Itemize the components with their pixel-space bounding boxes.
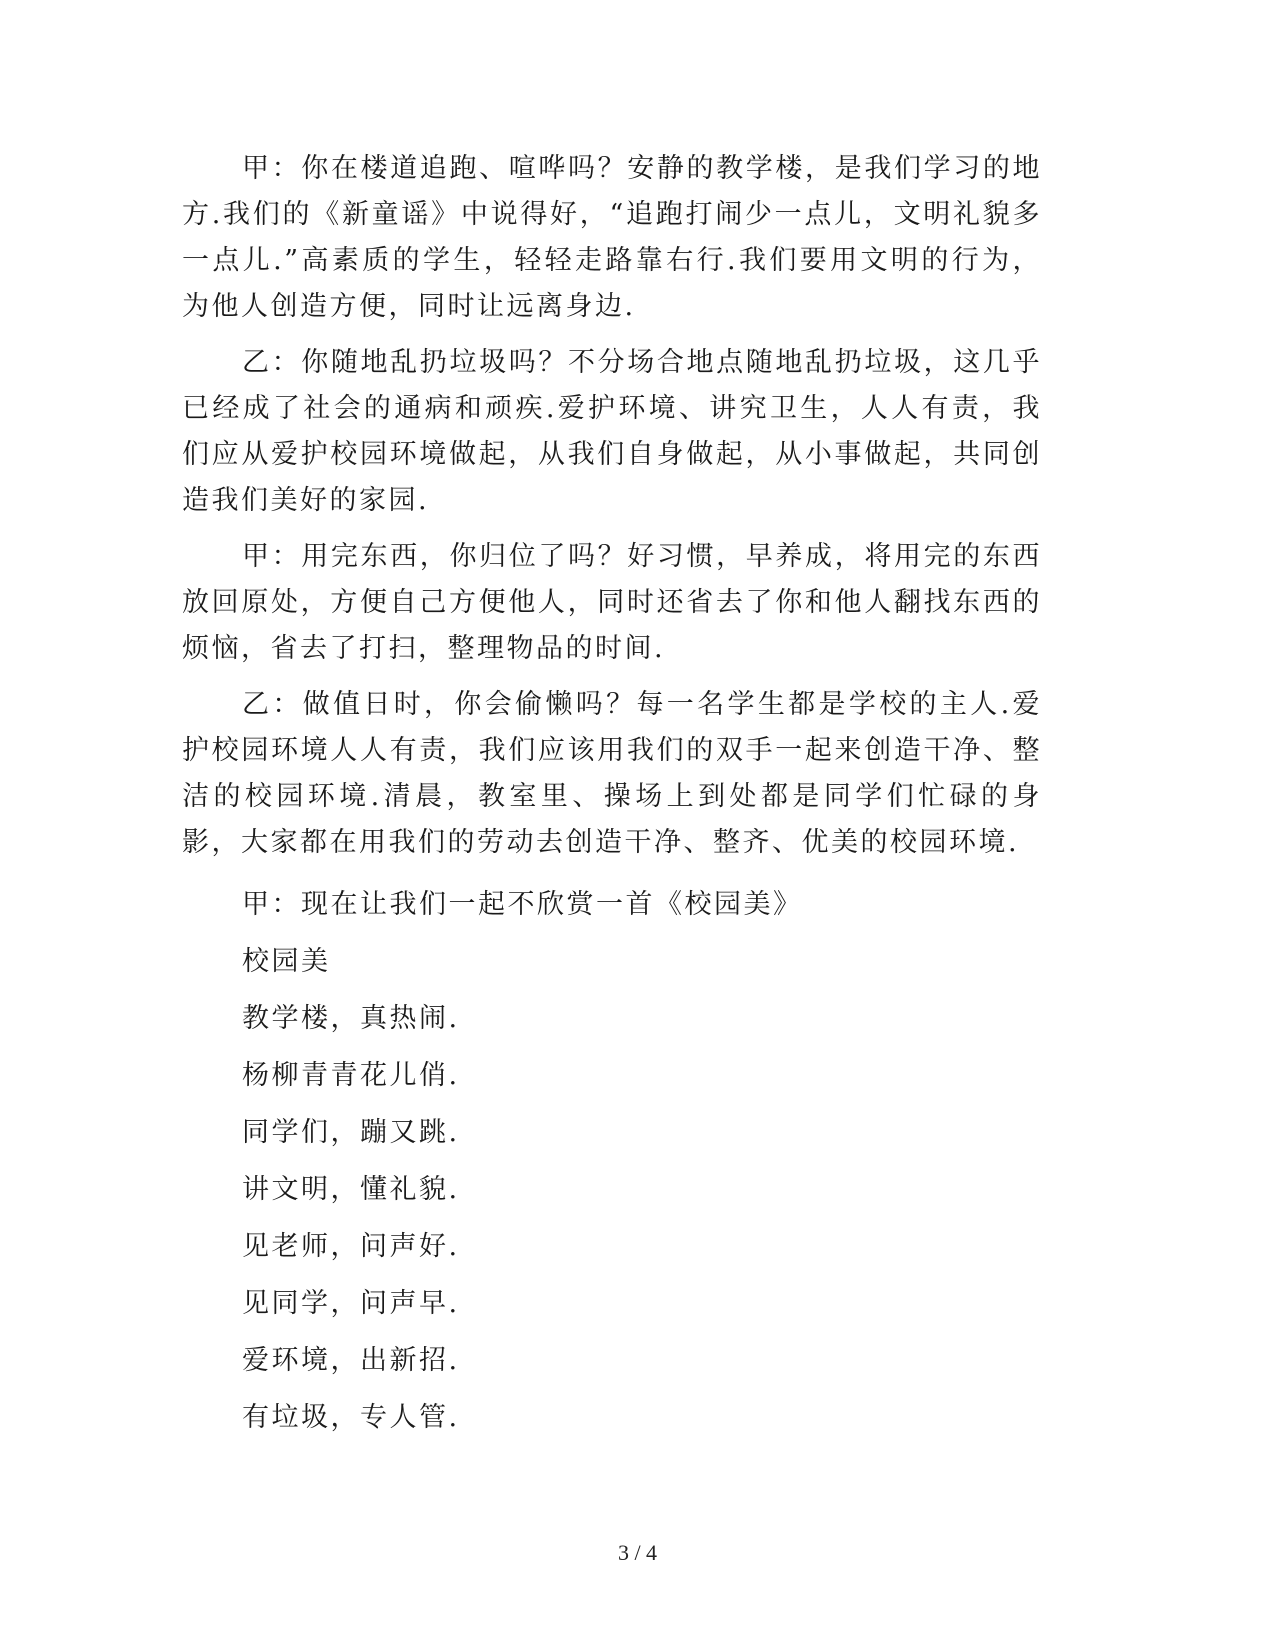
- paragraph-jia-hallway: 甲：你在楼道追跑、喧哗吗？安静的教学楼，是我们学习的地方.我们的《新童谣》中说得好，“追跑打闹少一点儿，文明礼貌多一点儿.”高素质的学生，轻轻走路靠右行.我们要用文明的行为，为他人创造方便，同时让远离身边.: [182, 153, 1042, 322]
- poem-line: 见同学，问声早.: [242, 1288, 460, 1319]
- poem-intro: 甲：现在让我们一起不欣赏一首《校园美》: [242, 889, 803, 920]
- paragraph-yi-duty: 乙：做值日时，你会偷懒吗？每一名学生都是学校的主人.爱护校园环境人人有责，我们应该用我们的双手一起来创造干净、整洁的校园环境.清晨，教室里、操场上到处都是同学们忙碌的身影，大家都在用我们的劳动去创造干净、整齐、优美的校园环境.: [182, 689, 1042, 858]
- poem-line: 同学们，蹦又跳.: [242, 1117, 460, 1148]
- paragraph-yi-litter: 乙：你随地乱扔垃圾吗？不分场合地点随地乱扔垃圾，这几乎已经成了社会的通病和顽疾.爱护环境、讲究卫生，人人有责，我们应从爱护校园环境做起，从我们自身做起，从小事做起，共同创造我们美好的家园.: [182, 347, 1042, 516]
- poem-title: 校园美: [242, 946, 331, 977]
- poem-line: 教学楼，真热闹.: [242, 1003, 460, 1034]
- poem-line: 讲文明，懂礼貌.: [242, 1174, 460, 1205]
- paragraph-jia-tidy: 甲：用完东西，你归位了吗？好习惯，早养成，将用完的东西放回原处，方便自己方便他人，同时还省去了你和他人翻找东西的烦恼，省去了打扫，整理物品的时间.: [182, 541, 1042, 664]
- page-number: 3 / 4: [617, 1540, 658, 1565]
- poem-line: 见老师，问声好.: [242, 1231, 460, 1262]
- page-content: [182, 146, 1042, 1446]
- poem-line: 有垃圾，专人管.: [242, 1402, 460, 1433]
- poem-line: 爱环境，出新招.: [242, 1345, 460, 1376]
- poem-line: 杨柳青青花儿俏.: [242, 1060, 460, 1091]
